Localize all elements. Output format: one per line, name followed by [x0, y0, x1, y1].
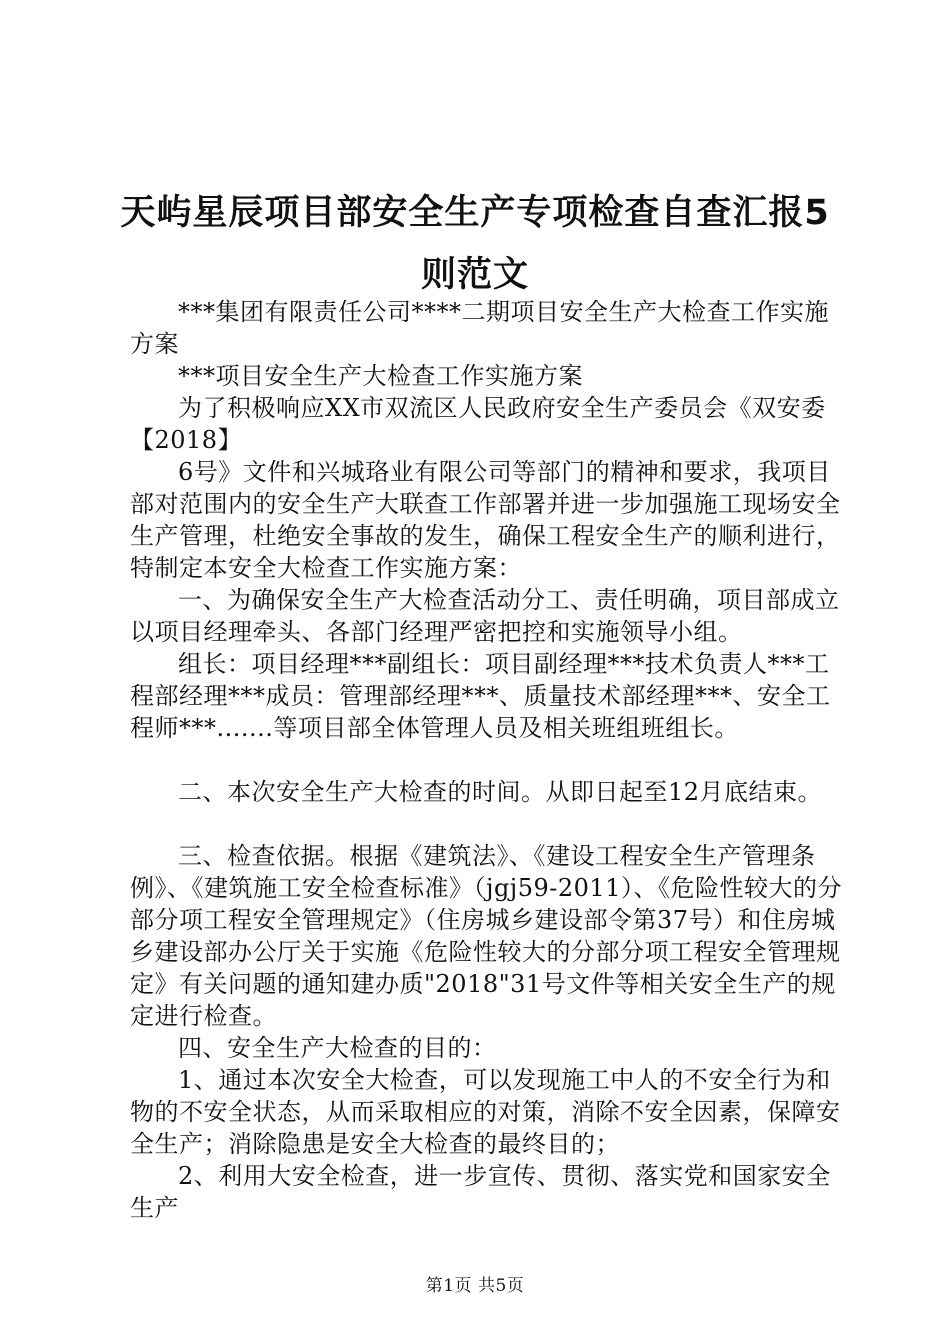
paragraph: 四、安全生产大检查的目的：	[178, 1034, 497, 1062]
paragraph: 二、本次安全生产大检查的时间。从即日起至12月底结束。	[178, 778, 823, 806]
paragraph: 6号》文件和兴城珞业有限公司等部门的精神和要求，我项目部对范围内的安全生产大联查工作部署并进一步加强施工现场安全生产管理，杜绝安全事故的发生，确保工程安全生产的顺利进行，特制定本安全大检查工作实施方案：	[130, 458, 841, 582]
paragraph: 组长：项目经理***副组长：项目副经理***技术负责人***工程部经理***成员：管理部经理***、质量技术部经理***、安全工程师***.......等项目部全体管理人员及相关班组班组长。	[130, 650, 831, 742]
paragraph: 一、为确保安全生产大检查活动分工、责任明确，项目部成立以项目经理牵头、各部门经理严密把控和实施领导小组。	[130, 586, 840, 646]
document-title: 天屿星辰项目部安全生产专项检查自查汇报5则范文	[120, 193, 830, 295]
paragraph: ***集团有限责任公司****二期项目安全生产大检查工作实施方案	[130, 298, 829, 358]
paragraph: ***项目安全生产大检查工作实施方案	[178, 362, 583, 390]
paragraph: 1、通过本次安全大检查，可以发现施工中人的不安全行为和物的不安全状态，从而采取相应的对策，消除不安全因素，保障安全生产；消除隐患是安全大检查的最终目的；	[130, 1066, 841, 1158]
paragraph: 三、检查依据。根据《建筑法》、《建设工程安全生产管理条例》、《建筑施工安全检查标准》（jgj59-2011）、《危险性较大的分部分项工程安全管理规定》（住房城乡建设部令第37号）和住房城乡建设部办公厅关于实施《危险性较大的分部分项工程安全管理规定》有关问题的通知建办质"2018"31号文件等相关安全生产的规定进行检查。	[130, 842, 842, 1030]
document-body	[130, 296, 842, 1224]
paragraph: 为了积极响应XX市双流区人民政府安全生产委员会《双安委【2018】	[130, 394, 826, 454]
page-number-footer: 第1页 共5页	[425, 1276, 525, 1296]
paragraph: 2、利用大安全检查，进一步宣传、贯彻、落实党和国家安全生产	[130, 1162, 831, 1222]
